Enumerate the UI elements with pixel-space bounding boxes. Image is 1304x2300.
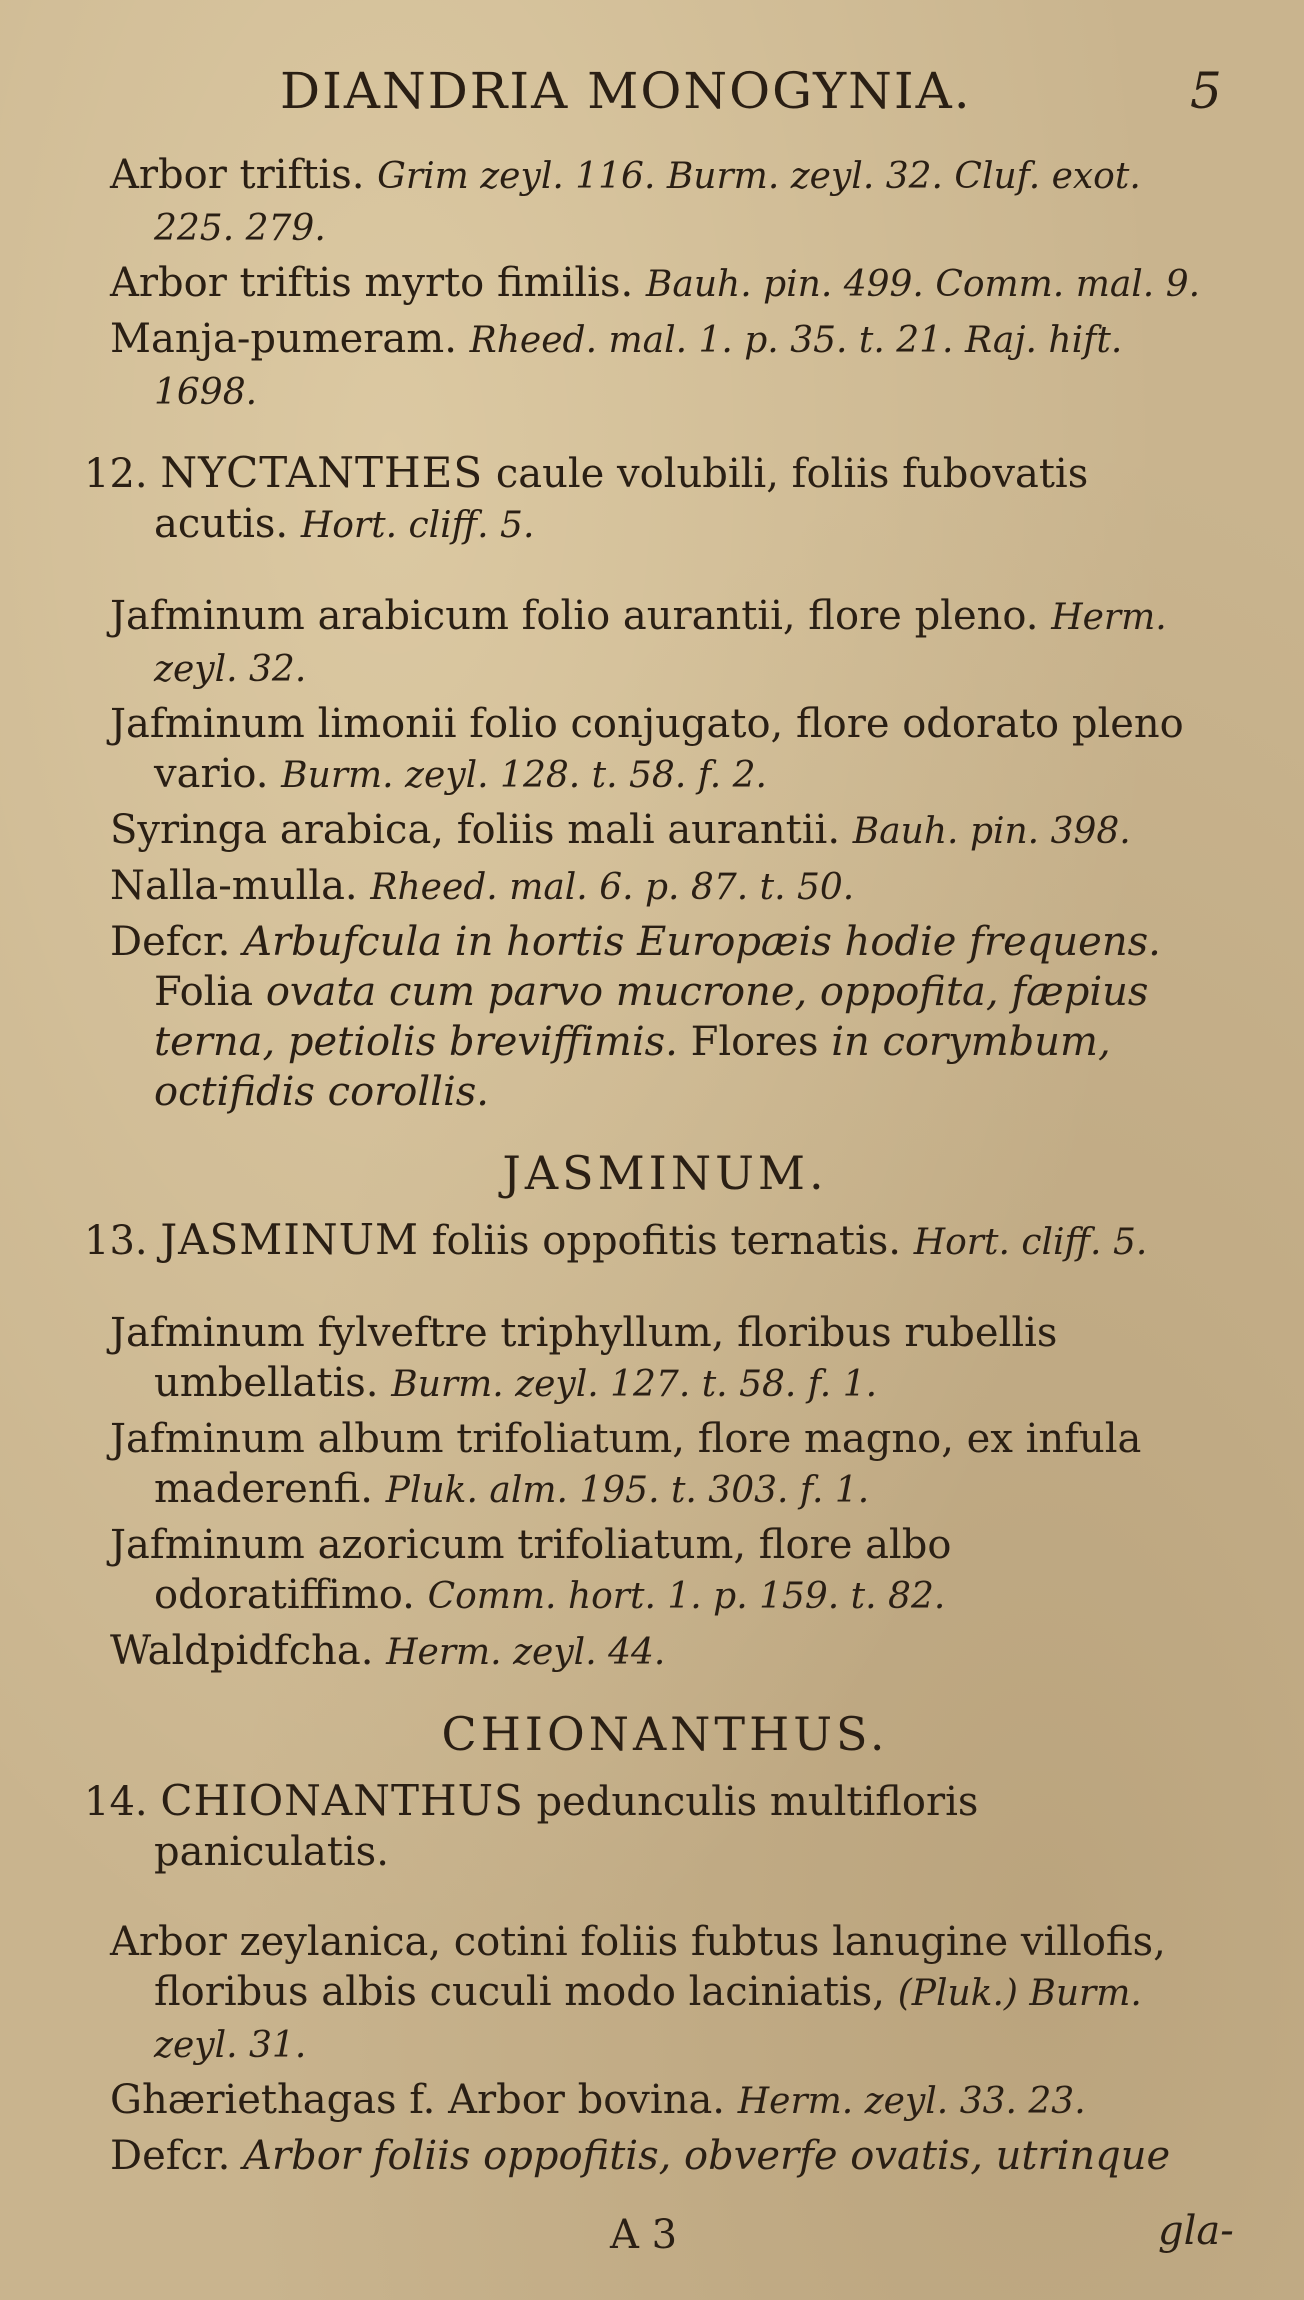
description: Defcr. Arbor foliis oppofitis, obverfe ovatis, utrinque [110, 2133, 1171, 2179]
page-header [0, 62, 1304, 132]
synonym-entry: Syringa arabica, foliis mali aurantii. Bauh. pin. 398. [110, 807, 1131, 853]
signature-mark: A 3 [610, 2212, 678, 2258]
running-title: DIANDRIA MONOGYNIA. [280, 62, 972, 120]
page-number: 5 [1190, 62, 1222, 120]
species-12-heading: 12. NYCTANTHES caule volubili, foliis fubovatis acutis. Hort. cliff. 5. [84, 448, 1089, 547]
synonym-entry: Arbor triftis myrto fimilis. Bauh. pin. 499. Comm. mal. 9. [110, 260, 1201, 306]
synonym-entry: Manja-pumeram. Rheed. mal. 1. p. 35. t. 21. Raj. hift. 1698. [110, 316, 1123, 413]
synonym-entry: Jafminum limonii folio conjugato, flore odorato pleno vario. Burm. zeyl. 128. t. 58. f. 2. [110, 701, 1184, 797]
catchword: gla- [1158, 2208, 1234, 2254]
page-body [84, 150, 1220, 2185]
species-14-heading: 14. CHIONANTHUS pedunculis multifloris paniculatis. [84, 1776, 979, 1875]
description: Defcr. Arbufcula in hortis Europæis hodie frequens. Folia ovata cum parvo mucrone, oppofita, fæpius terna, petiolis breviffimis. Flores in corymbum, octifidis corollis. [110, 919, 1161, 1115]
synonym-entry: Jafminum fylveftre triphyllum, floribus rubellis umbellatis. Burm. zeyl. 127. t. 58. f. 1. [110, 1310, 1058, 1406]
synonym-entry: Jafminum azoricum trifoliatum, flore albo odoratiffimo. Comm. hort. 1. p. 159. t. 82. [110, 1522, 952, 1618]
synonym-entry: Nalla-mulla. Rheed. mal. 6. p. 87. t. 50. [110, 863, 855, 909]
synonym-entry: Jafminum album trifoliatum, flore magno, ex infula maderenfi. Pluk. alm. 195. t. 303. f. 1. [110, 1416, 1142, 1512]
synonym-entry: Arbor zeylanica, cotini foliis fubtus lanugine villofis, floribus albis cuculi modo laciniatis, (Pluk.) Burm. zeyl. 31. [110, 1919, 1166, 2066]
species-13-heading: 13. JASMINUM foliis oppofitis ternatis. Hort. cliff. 5. [84, 1215, 1148, 1264]
synonym-entry: Ghæriethagas f. Arbor bovina. Herm. zeyl. 33. 23. [110, 2077, 1086, 2123]
synonym-entry: Waldpidfcha. Herm. zeyl. 44. [110, 1628, 666, 1674]
synonym-entry: Arbor triftis. Grim zeyl. 116. Burm. zeyl. 32. Cluf. exot. 225. 279. [110, 152, 1141, 249]
genus-heading-jasminum: JASMINUM. [502, 1146, 828, 1200]
synonym-entry: Jafminum arabicum folio aurantii, flore pleno. Herm. zeyl. 32. [110, 593, 1167, 690]
genus-heading-chionanthus: CHIONANTHUS. [441, 1707, 889, 1761]
